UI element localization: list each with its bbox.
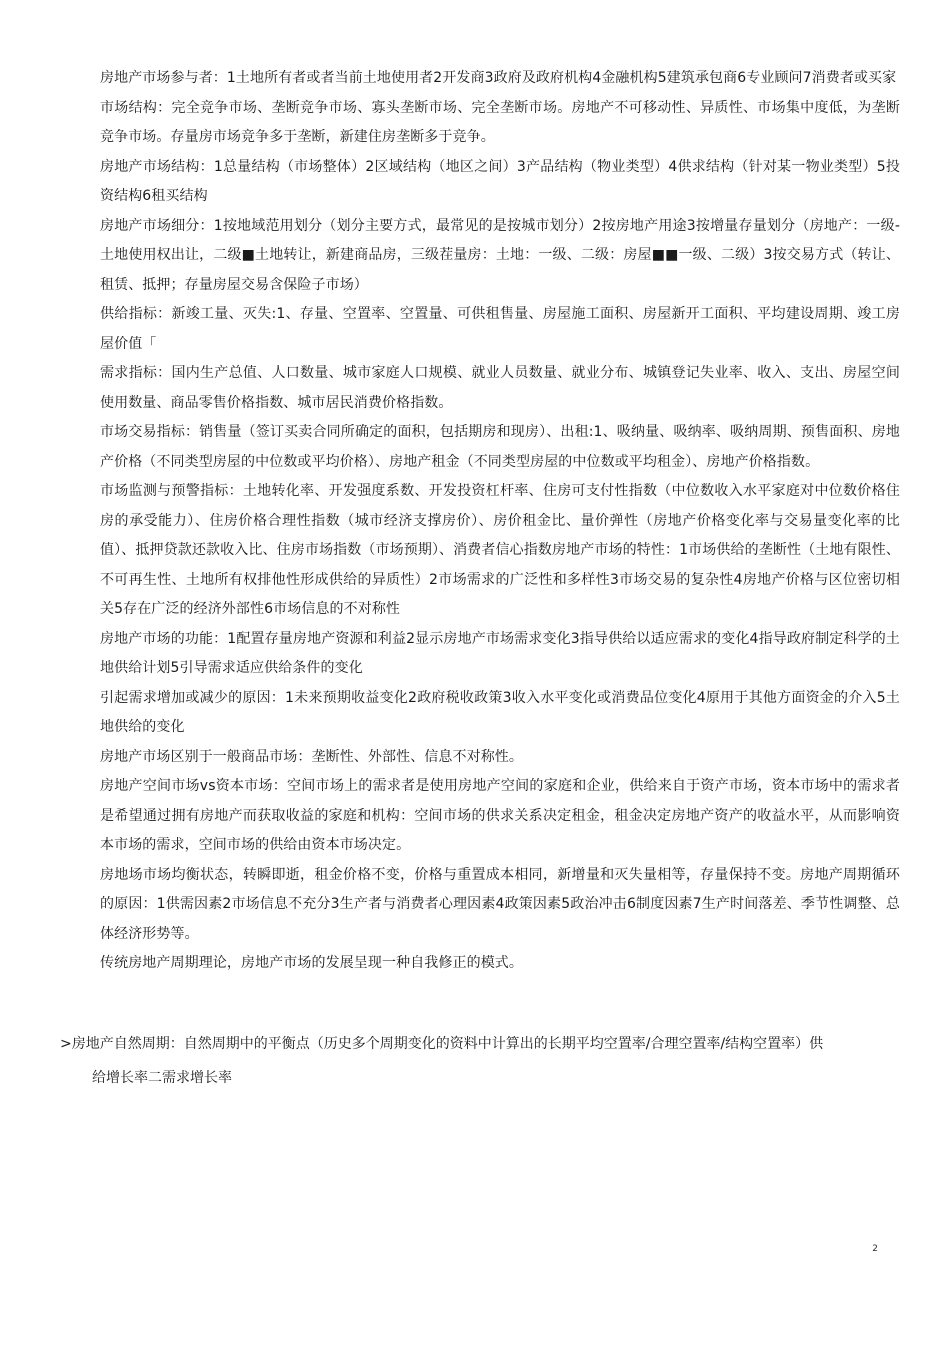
paragraph-space-vs-capital-market: 房地产空间市场vs资本市场：空间市场上的需求者是使用房地产空间的家庭和企业，供给来自于资产市场，资本市场中的需求者是希望通过拥有房地产而获取收益的家庭和机构：空间市场的供求关系决定租金，租金决定房地产资产的收益水平，从而影响资本市场的需求，空间市场的供给由资本市场决定。 bbox=[100, 778, 900, 853]
paragraph-supply-indicators: 供给指标：新竣工量、灭失:1、存量、空置率、空置量、可供租售量、房屋施工面积、房屋新开工面积、平均建设周期、竣工房屋价值「 bbox=[100, 306, 900, 352]
bullet-natural-cycle bbox=[60, 1027, 900, 1095]
paragraph-market-functions: 房地产市场的功能：1配置存量房地产资源和利益2显示房地产市场需求变化3指导供给以适应需求的变化4指导政府制定科学的土地供给计划5引导需求适应供给条件的变化 bbox=[100, 630, 900, 676]
paragraph-traditional-cycle-theory: 传统房地产周期理论，房地产市场的发展呈现一种自我修正的模式。 bbox=[100, 955, 523, 971]
paragraph-market-equilibrium: 房地场市场均衡状态，转瞬即逝，租金价格不变，价格与重置成本相同，新增量和灭失量相等，存量保持不变。房地产周期循环的原因：1供需因素2市场信息不充分3生产者与消费者心理因素4政策因素5政治冲击6制度因素7生产时间落差、季节性调整、总体经济形势等。 bbox=[100, 866, 900, 942]
bullet-natural-cycle-line1: >房地产自然周期：自然周期中的平衡点（历史多个周期变化的资料中计算出的长期平均空置率/合理空置率/结构空置率）供 bbox=[60, 1036, 824, 1052]
paragraph-market-segmentation: 房地产市场细分：1按地域范用划分（划分主要方式，最常见的是按城市划分）2按房地产用途3按增量存量划分（房地产：一级-土地使用权出让，二级■土地转让，新建商品房，三级茬量房：土地：一级、二级：房屋■■一级、二级）3按交易方式（转让、租赁、抵押；存量房屋交易含保险子市场） bbox=[100, 217, 900, 293]
paragraph-demand-change-causes: 引起需求增加或减少的原因：1未来预期收益变化2政府税收政策3收入水平变化或消费品位变化4原用于其他方面资金的介入5土地供给的变化 bbox=[100, 689, 900, 735]
bullet-natural-cycle-line2: 给增长率二需求增长率 bbox=[92, 1070, 232, 1086]
paragraph-monitoring-indicators: 市场监测与预警指标：土地转化率、开发强度系数、开发投资杠杆率、住房可支付性指数（中位数收入水平家庭对中位数价格住房的承受能力）、住房价格合理性指数（城市经济支撑房价）、房价租金比、量价弹性（房地产价格变化率与交易量变化率的比值）、抵押贷款还款收入比、住房市场指数（市场预期）、消费者信心指数房地产市场的特性：1市场供给的垄断性（土地有限性、不可再生性、土地所有权排他性形成供给的异质性）2市场需求的广泛性和多样性3市场交易的复杂性4房地产价格与区位密切相关5存在广泛的经济外部性6市场信息的不对称性 bbox=[100, 483, 900, 617]
paragraph-real-estate-market-structure: 房地产市场结构：1总量结构（市场整体）2区域结构（地区之间）3产品结构（物业类型）4供求结构（针对某一物业类型）5投资结构6租买结构 bbox=[100, 158, 900, 204]
document-body bbox=[100, 64, 900, 979]
paragraph-transaction-indicators: 市场交易指标：销售量（签订买卖合同所确定的面积，包括期房和现房）、出租:1、吸纳量、吸纳率、吸纳周期、预售面积、房地产价格（不同类型房屋的中位数或平均价格）、房地产租金（不同类型房屋的中位数或平均租金）、房地产价格指数。 bbox=[100, 424, 900, 470]
page-number: 2 bbox=[872, 1244, 878, 1254]
paragraph-market-structure: 市场结构：完全竞争市场、垄断竞争市场、寡头垄断市场、完全垄断市场。房地产不可移动性、异质性、市场集中度低，为垄断竞争市场。存量房市场竞争多于垄断，新建住房垄断多于竞争。 bbox=[100, 99, 900, 145]
paragraph-market-differences: 房地产市场区别于一般商品市场：垄断性、外部性、信息不对称性。 bbox=[100, 748, 523, 765]
paragraph-demand-indicators: 需求指标：国内生产总值、人口数量、城市家庭人口规模、就业人员数量、就业分布、城镇登记失业率、收入、支出、房屋空间使用数量、商品零售价格指数、城市居民消费价格指数。 bbox=[100, 365, 900, 411]
paragraph-market-participants: 房地产市场参与者：1土地所有者或者当前土地使用者2开发商3政府及政府机构4金融机构5建筑承包商6专业顾问7消费者或买家 bbox=[100, 70, 897, 86]
